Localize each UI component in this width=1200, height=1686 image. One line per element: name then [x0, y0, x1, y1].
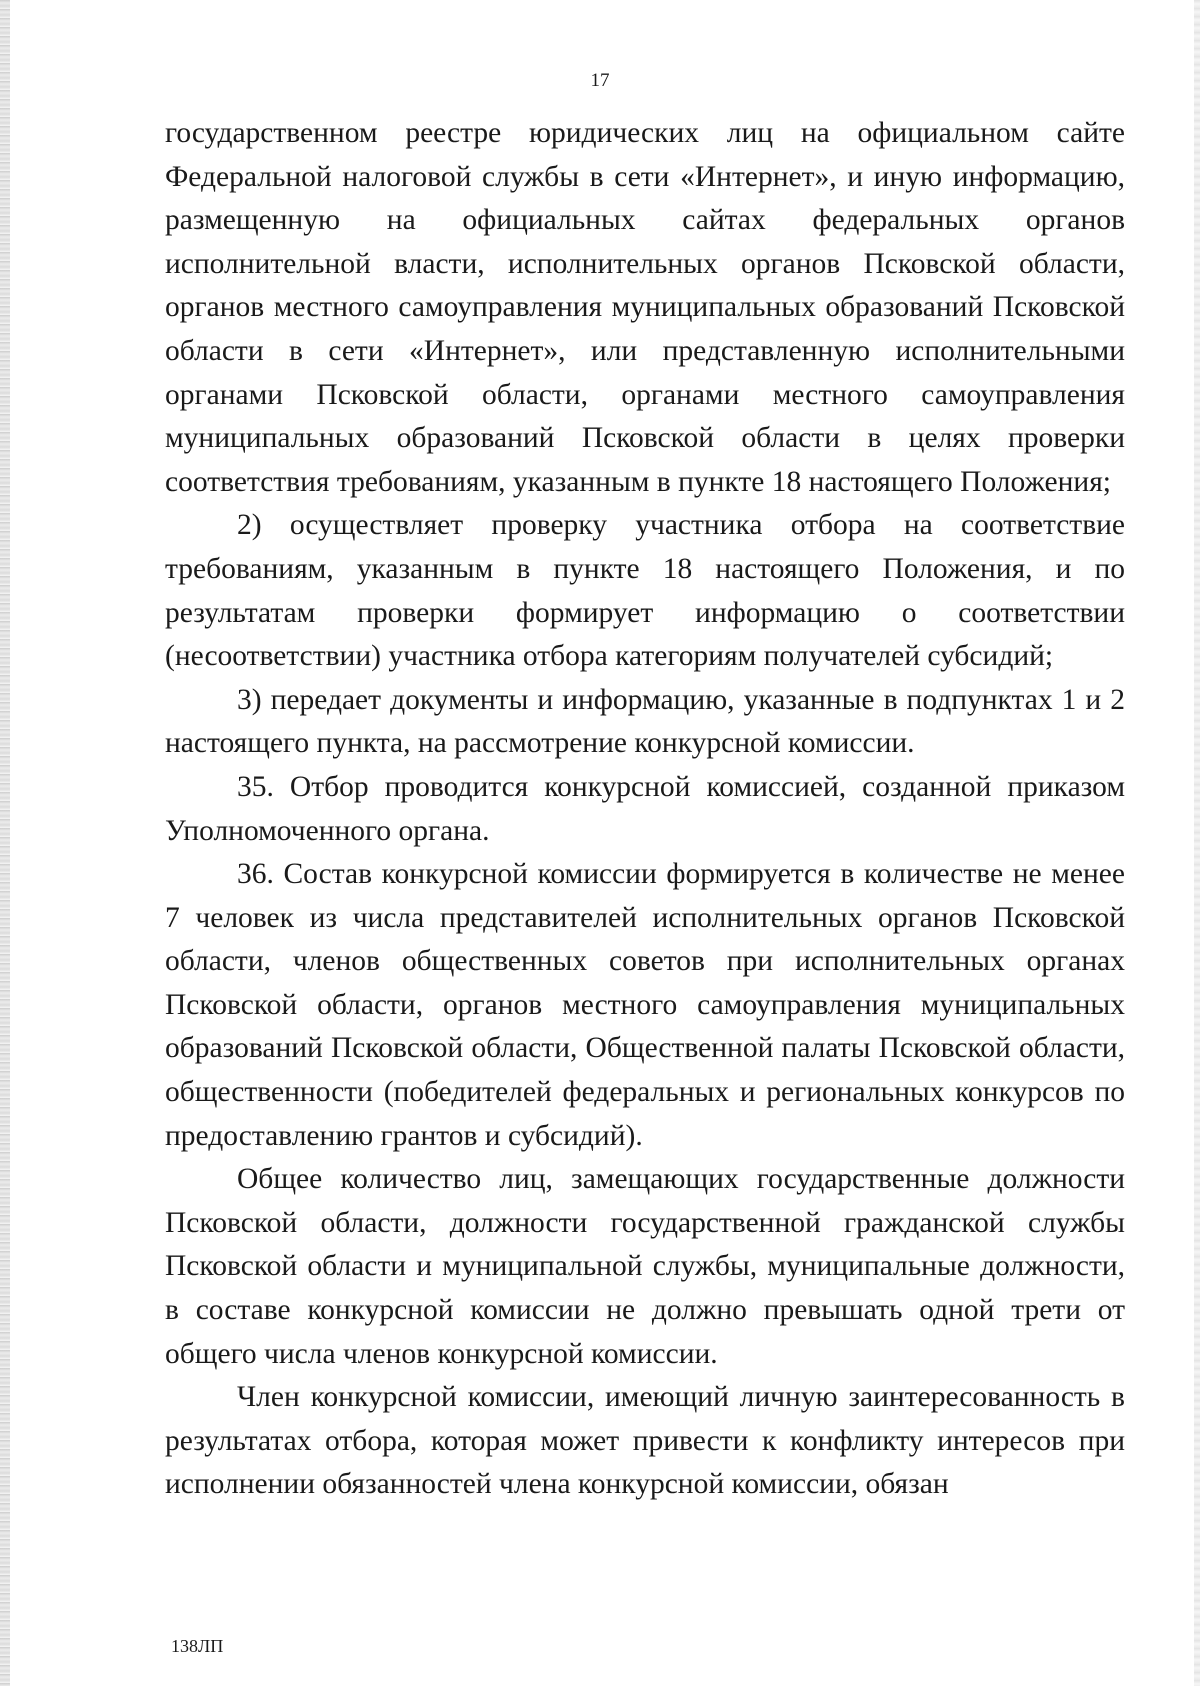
paragraph-clause-36: 36. Состав конкурсной комиссии формируется в количестве не менее 7 человек из числа представителей исполнительных органов Псковской области, членов общественных советов при исполнительных органах Псковской области, органов местного самоуправления муниципальных образований Псковской области, Общественной палаты Псковской области, общественности (победителей федеральных и региональных конкурсов по предоставлению грантов и субсидий).	[165, 858, 1125, 1152]
paragraph-item-3: 3) передает документы и информацию, указанные в подпунктах 1 и 2 настоящего пункта, на рассмотрение конкурсной комиссии.	[165, 683, 1125, 760]
paragraph-item-2: 2) осуществляет проверку участника отбора на соответствие требованиям, указанным в пункте 18 настоящего Положения, и по результатам проверки формирует информацию о соответствии (несоответствии) участника отбора категориям получателей субсидий;	[165, 509, 1125, 673]
paragraph-conflict-of-interest: Член конкурсной комиссии, имеющий личную заинтересованность в результатах отбора, которая может привести к конфликту интересов при исполнении обязанностей члена конкурсной комиссии, обязан	[165, 1381, 1125, 1501]
paragraph-continuation: государственном реестре юридических лиц на официальном сайте Федеральной налоговой службы в сети «Интернет», и иную информацию, размещенную на официальных сайтах федеральных органов исполнительной власти, исполнительных органов Псковской области, органов местного самоуправления муниципальных образований Псковской области в сети «Интернет», или представленную исполнительными органами Псковской области, органами местного самоуправления муниципальных образований Псковской области в целях проверки соответствия требованиям, указанным в пункте 18 настоящего Положения;	[165, 117, 1125, 498]
paragraph-clause-35: 35. Отбор проводится конкурсной комиссией, созданной приказом Уполномоченного органа.	[165, 770, 1125, 847]
page-number: 17	[590, 70, 610, 91]
document-code: 138ЛП	[171, 1636, 224, 1656]
scan-edge-left	[0, 0, 10, 1686]
document-body	[165, 112, 1125, 1507]
paragraph-officials-limit: Общее количество лиц, замещающих государственные должности Псковской области, должности государственной гражданской службы Псковской области и муниципальной службы, муниципальные должности, в составе конкурсной комиссии не должно превышать одной трети от общего числа членов конкурсной комиссии.	[165, 1163, 1125, 1370]
scan-edge-right	[1194, 0, 1200, 1686]
